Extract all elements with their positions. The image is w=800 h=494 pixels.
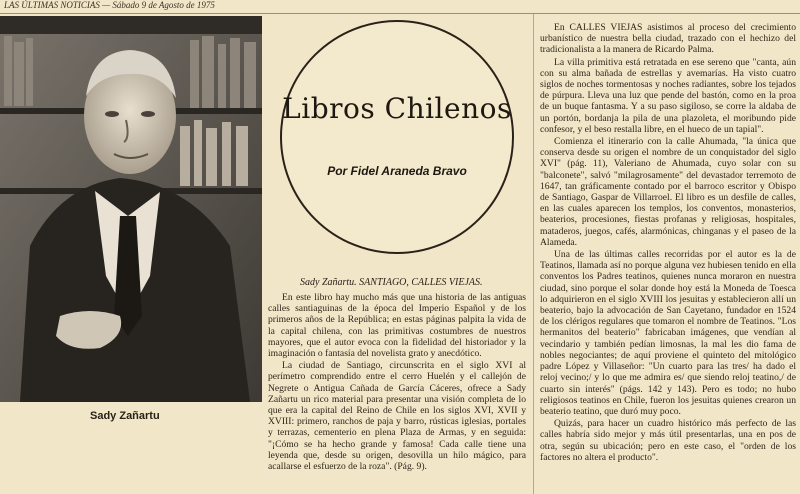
paragraph: En este libro hay mucho más que una historia de las antiguas calles santiaguinas de la época del Imperio Español y de los primeros años de la República; en estas páginas palpita la vida de la capital chilena, con las primitivas costumbres de nuestros mayores, que el autor evoca con la fidelidad del historiador y la imaginación o fantasía del novelista grato y anecdótico. [268, 292, 526, 360]
paragraph: La villa primitiva está retratada en ese sereno que "canta, aún con su alma bañada de estrellas y avemarías. Ha visto cuatro siglos de noches tormentosas y noches radiantes, sobre los tejados de púrpura. Lleva una luz que pende del bastón, como en la proa de un buque fantasma. Y a su paso sigiloso, se corre la aldaba de un portón, bordanja la pila de una plazoleta, el moribundo pide confesor, y el beso restalla libre, en el hueco de un tapial". [540, 56, 796, 135]
right-text-column [540, 22, 796, 494]
newspaper-header: LAS ÚLTIMAS NOTICIAS — Sábado 9 de Agosto de 1975 [4, 0, 215, 10]
column-divider [533, 14, 534, 494]
paragraph: Quizás, para hacer un cuadro histórico más perfecto de las calles habría sido mejor y más útil presentarlas, una en pos de otra, según su ubicación; pero en este caso, el "orden de los factores no altera el producto". [540, 418, 796, 463]
article-title: Libros Chilenos [282, 92, 512, 125]
paragraph: La ciudad de Santiago, circunscrita en el siglo XVI al perímetro comprendido entre el cerro Huelén y el callejón de Negrete o Antigua Cañada de García Cáceres, ofrece a Sady Zañartu un rico material para presentar una visión completa de lo que era la capital del Reino de Chile en los siglos XVI, XVII y XVIII: primero, ranchos de paja y barro, rústicas iglesias, portales y terrazas, cementerio en plena Plaza de Armas, y en seguida: "¡Cómo se ha hecho grande y famosa! Cada calle tiene una leyenda que, desde su origen, desovilla un hilo mágico, para acallarse el esfuerzo de la roza". (Pág. 9). [268, 360, 526, 473]
paragraph: Una de las últimas calles recorridas por el autor es la de Teatinos, llamada así no porque alguna vez hubiesen tenido en ella conventos los Padres teatinos, quienes nunca moraron en nuestra ciudad, sino porque el solar donde hoy está la Moneda de Toesca lo adquirieron en el siglo XVIII los jesuitas y establecieron allí un beaterio, bajo la advocación de San Cayetano, fundador en 1524 de los clérigos regulares que tomaron el nombre de Teatinos. "Los hermanitos del beaterio" fabricaban imágenes, que vendían al vecindario y también pedían limosnas, la mal les dio fama de nobles negociantes; de aquí proviene el quinteto del mitológico padre López y Villaseñor: "Un cuarto para las tres/ ha dado el reloj vecino;/ y lo que me admira es/ que siendo reloj teatino,/ de cuarto sin interés" (págs. 142 y 143). Pero es todo; no hubo religiosos teatinos en Chile, fueron los jesuitas quienes crearon un beaterio teatino, que duró muy poco. [540, 249, 796, 417]
article-byline: Por Fidel Araneda Bravo [327, 164, 467, 178]
paragraph: En CALLES VIEJAS asistimos al proceso del crecimiento urbanístico de nuestra bella ciudad, trazado con el hechizo del tradicionalista a la manera de Ricardo Palma. [540, 22, 796, 56]
middle-text-column [268, 292, 526, 494]
author-photo [0, 16, 262, 402]
author-portrait-image [0, 16, 262, 402]
book-reference: Sady Zañartu. SANTIAGO, CALLES VIEJAS. [300, 277, 483, 288]
header-rule [0, 13, 800, 14]
photo-caption: Sady Zañartu [90, 410, 160, 422]
paragraph: Comienza el itinerario con la calle Ahumada, "la única que conserva desde su origen el nombre de un conquistador del siglo XVI" (pág. 11), Valeriano de Ahumada, cuyo solar con su "balconete", salvó "milagrosamente" del devastador terremoto de 1647, tan gráficamente contado por el barroco escritor y Obispo de Santiago, Gaspar de Villarroel. El libro es un desfile de calles, en las cuales aparecen los templos, los conventos, monasterios, beaterios, procesiones, fiestas profanas y religiosas, hospitales, mataderos, juegos, cafés, alarmónicas, chinganas y el paseo de la Alameda. [540, 136, 796, 248]
title-circle [280, 20, 514, 254]
